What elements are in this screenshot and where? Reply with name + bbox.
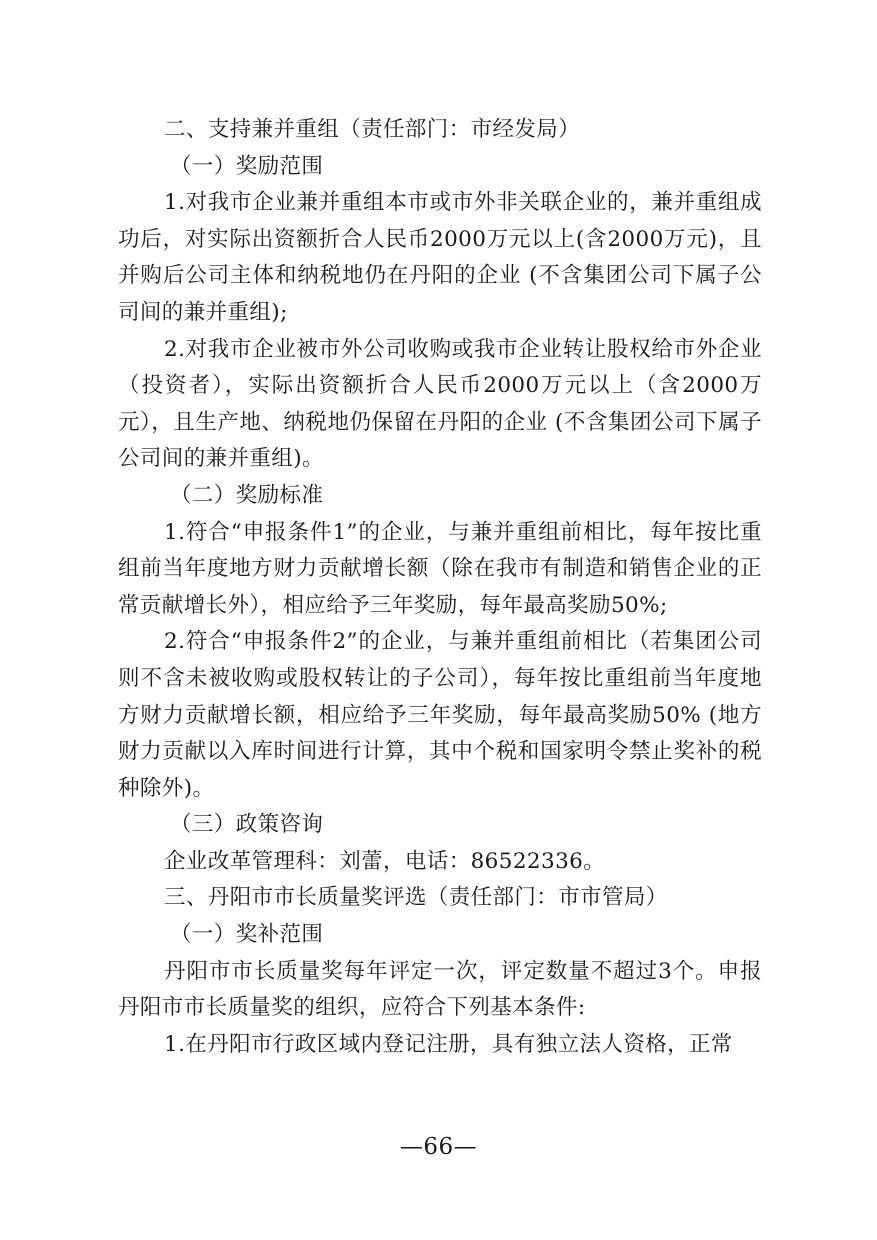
section-heading-2: 二、支持兼并重组（责任部门：市经发局） bbox=[164, 117, 581, 142]
paragraph-quality-award-condition-1: 1.在丹阳市行政区域内登记注册，具有独立法人资格，正常 bbox=[164, 1031, 733, 1057]
paragraph-merger-condition-1: 1.对我市企业兼并重组本市或市外非关联企业的，兼并重组成功后，对实际出资额折合人民币2000万元以上(含2000万元)，且并购后公司主体和纳税地仍在丹阳的企业 (不含集团公司下属子公司间的兼并重组); bbox=[118, 190, 762, 325]
paragraph-contact: 企业改革管理科：刘蕾，电话：86522336。 bbox=[164, 848, 606, 874]
paragraph-merger-condition-2: 2.对我市企业被市外公司收购或我市企业转让股权给市外企业（投资者），实际出资额折合人民币2000万元以上（含2000万元），且生产地、纳税地仍保留在丹阳的企业 (不含集团公司下属子公司间的兼并重组)。 bbox=[118, 336, 762, 472]
page-number: —66— bbox=[399, 1134, 478, 1160]
subsection-heading-reward-scope: （一）奖励范围 bbox=[170, 153, 324, 179]
subsection-heading-subsidy-scope: （一）奖补范围 bbox=[170, 922, 324, 948]
document-body bbox=[118, 112, 762, 1063]
subsection-heading-policy-consult: （三）政策咨询 bbox=[170, 812, 324, 838]
section-heading-3: 三、丹阳市市长质量奖评选（责任部门：市市管局） bbox=[164, 885, 668, 911]
paragraph-standard-1: 1.符合“申报条件1”的企业，与兼并重组前相比，每年按比重组前当年度地方财力贡献增长额（除在我市有制造和销售企业的正常贡献增长外），相应给予三年奖励，每年最高奖励50%; bbox=[118, 519, 762, 618]
subsection-heading-reward-standard: （二）奖励标准 bbox=[170, 482, 324, 508]
paragraph-standard-2: 2.符合“申报条件2”的企业，与兼并重组前相比（若集团公司则不含未被收购或股权转让的子公司），每年按比重组前当年度地方财力贡献增长额，相应给予三年奖励，每年最高奖励50% (地方财力贡献以入库时间进行计算，其中个税和国家明令禁止奖补的税种除外)。 bbox=[118, 629, 762, 801]
paragraph-quality-award-intro: 丹阳市市长质量奖每年评定一次，评定数量不超过3个。申报丹阳市市长质量奖的组织，应符合下列基本条件: bbox=[118, 958, 762, 1021]
